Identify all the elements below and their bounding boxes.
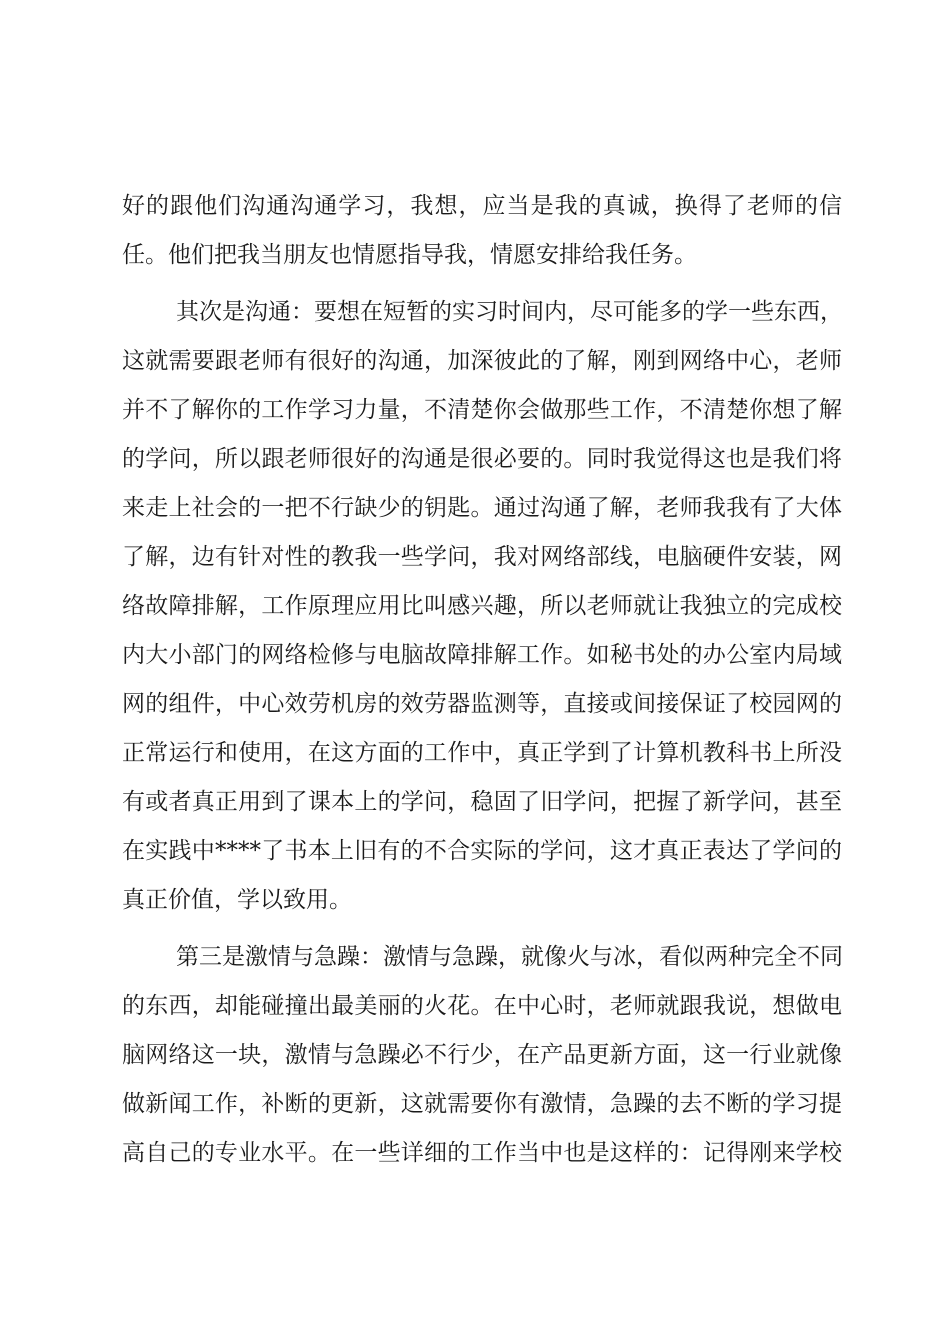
paragraph-line: 的东西，却能碰撞出最美丽的火花。在中心时，老师就跟我说，想做电 [122,993,842,1019]
paragraph-line: 脑网络这一块，激情与急躁必不行少，在产品更新方面，这一行业就像 [122,1042,842,1068]
paragraph-line: 并不了解你的工作学习力量，不清楚你会做那些工作，不清楚你想了解 [122,397,842,423]
paragraph-line: 有或者真正用到了课本上的学问，稳固了旧学问，把握了新学问，甚至 [122,789,842,815]
paragraph-line: 任。他们把我当朋友也情愿指导我，情愿安排给我任务。 [122,242,697,268]
paragraph-1 [122,182,842,280]
paragraph-line: 其次是沟通：要想在短暂的实习时间内，尽可能多的学一些东西， [176,299,843,325]
paragraph-line: 好的跟他们沟通沟通学习，我想，应当是我的真诚，换得了老师的信 [122,193,842,219]
paragraph-line: 网的组件，中心效劳机房的效劳器监测等，直接或间接保证了校园网的 [122,691,842,717]
paragraph-line: 真正价值，学以致用。 [122,887,352,913]
paragraph-line: 来走上社会的一把不行缺少的钥匙。通过沟通了解，老师我我有了大体 [122,495,842,521]
paragraph-line: 第三是激情与急躁：激情与急躁，就像火与冰，看似两种完全不同 [176,944,843,970]
paragraph-line: 的学问，所以跟老师很好的沟通是很必要的。同时我觉得这也是我们将 [122,446,842,472]
paragraph-line: 做新闻工作，补断的更新，这就需要你有激情，急躁的去不断的学习提 [122,1091,842,1117]
document-body [122,182,842,1178]
paragraph-line: 在实践中****了书本上旧有的不合实际的学问，这才真正表达了学问的 [122,838,842,864]
paragraph-line: 这就需要跟老师有很好的沟通，加深彼此的了解，刚到网络中心，老师 [122,348,842,374]
paragraph-line: 络故障排解，工作原理应用比叫感兴趣，所以老师就让我独立的完成校 [122,593,842,619]
paragraph-2 [122,288,842,925]
paragraph-line: 内大小部门的网络检修与电脑故障排解工作。如秘书处的办公室内局域 [122,642,842,668]
paragraph-line: 高自己的专业水平。在一些详细的工作当中也是这样的：记得刚来学校 [122,1140,842,1166]
paragraph-3 [122,933,842,1178]
paragraph-line: 正常运行和使用，在这方面的工作中，真正学到了计算机教科书上所没 [122,740,842,766]
paragraph-line: 了解，边有针对性的教我一些学问，我对网络部线，电脑硬件安装，网 [122,544,842,570]
